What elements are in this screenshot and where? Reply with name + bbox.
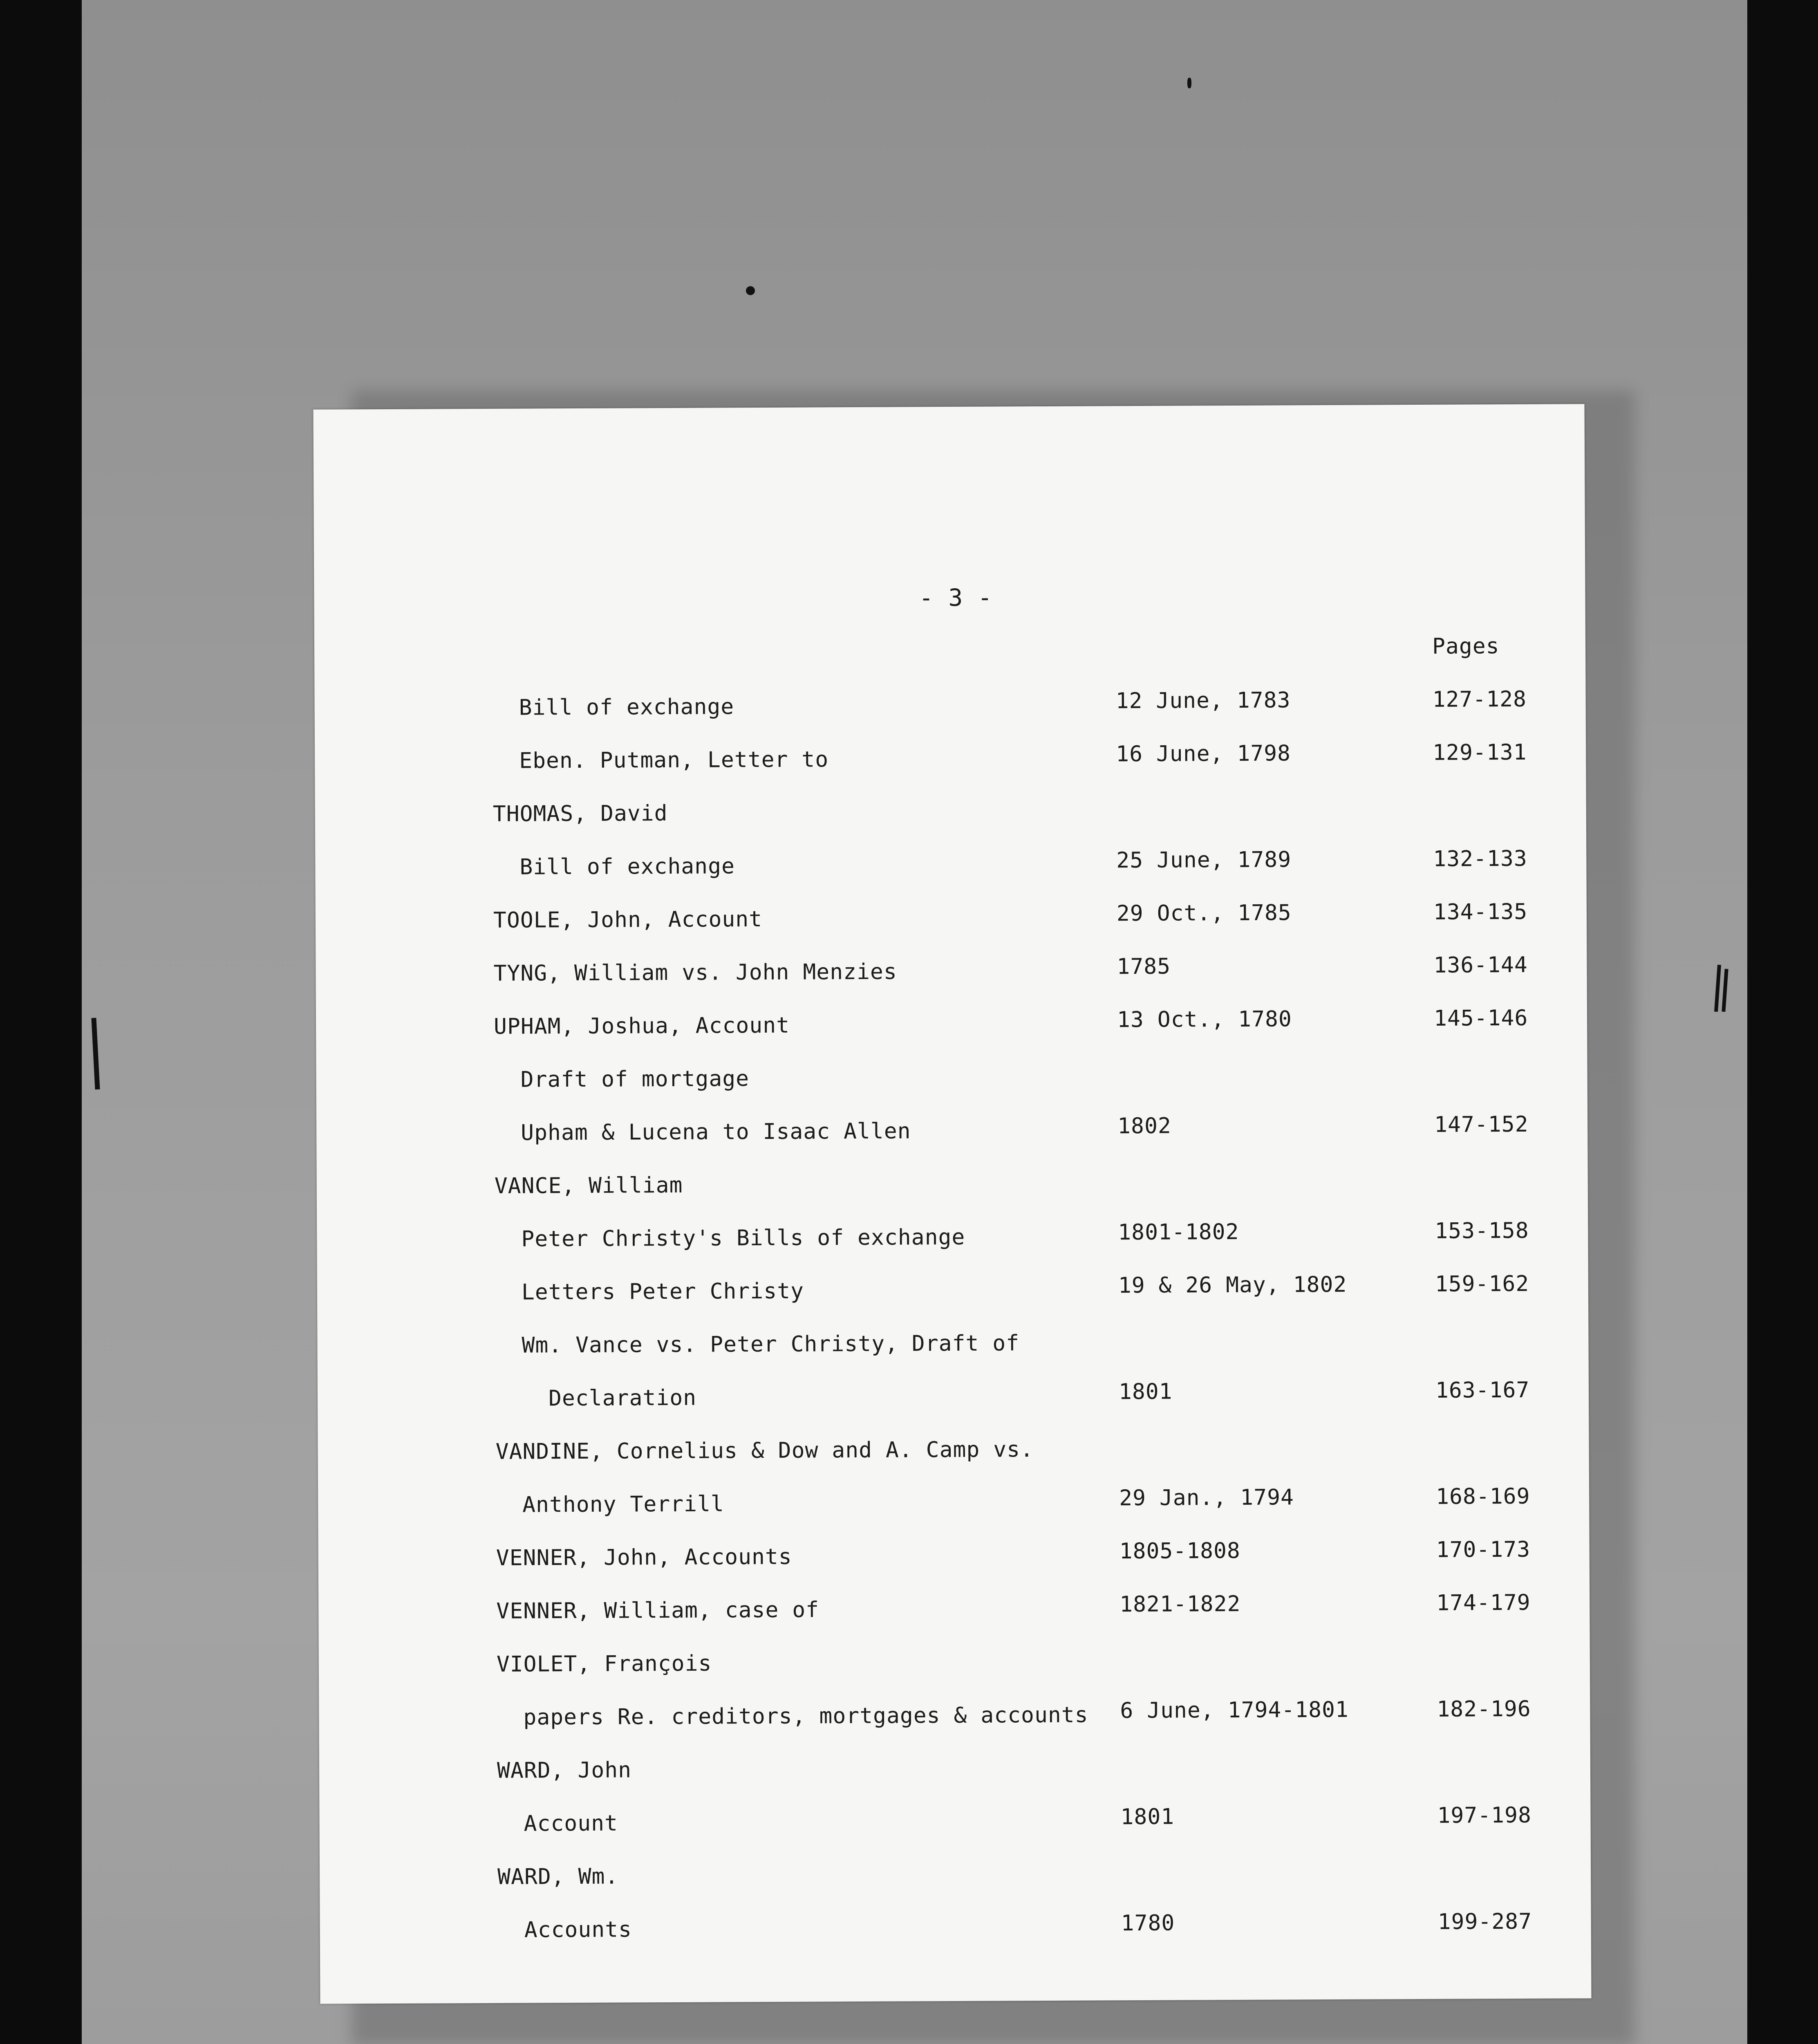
entry-pages: 145-146	[1433, 1005, 1528, 1031]
entry-date: 6 June, 1794-1801	[1120, 1697, 1349, 1724]
entry-text: WARD, John	[497, 1757, 632, 1783]
entry-date: 1780	[1121, 1910, 1175, 1936]
entry-pages: 197-198	[1437, 1802, 1532, 1828]
entry-pages: 182-196	[1437, 1696, 1531, 1722]
entry-pages: 174-179	[1436, 1590, 1531, 1616]
page-number: - 3 -	[919, 583, 993, 612]
entry-pages: 129-131	[1433, 740, 1527, 765]
entry-date: 1785	[1117, 954, 1171, 979]
entry-text: Account	[524, 1811, 618, 1836]
entry-date: 25 June, 1789	[1116, 847, 1292, 873]
entry-text: Bill of exchange	[519, 854, 735, 880]
entry-pages: 132-133	[1433, 846, 1527, 872]
entry-date: 1801	[1118, 1379, 1173, 1405]
entry-text: Accounts	[524, 1917, 632, 1943]
entry-pages: 147-152	[1434, 1112, 1529, 1137]
entry-text: Letters Peter Christy	[521, 1278, 804, 1305]
entry-text: VANDINE, Cornelius & Dow and A. Camp vs.	[495, 1437, 1034, 1464]
entry-text: VENNER, William, case of	[496, 1597, 819, 1624]
entry-date: 1821-1822	[1119, 1591, 1241, 1617]
entry-text: Peter Christy's Bills of exchange	[521, 1224, 965, 1252]
entry-text: Draft of mortgage	[520, 1066, 750, 1092]
entry-date: 12 June, 1783	[1115, 688, 1291, 714]
entry-pages: 127-128	[1432, 686, 1527, 712]
document-page	[313, 404, 1592, 2004]
entry-date: 1801-1802	[1118, 1219, 1239, 1245]
entry-pages: 159-162	[1435, 1271, 1529, 1297]
entry-text: Upham & Lucena to Isaac Allen	[521, 1118, 911, 1145]
entry-text: Anthony Terrill	[522, 1491, 724, 1517]
entry-text: TYNG, William vs. John Menzies	[493, 959, 897, 986]
entry-pages: 153-158	[1435, 1218, 1529, 1244]
film-dust-spot	[1187, 78, 1191, 88]
entry-date: 29 Jan., 1794	[1119, 1485, 1294, 1511]
entry-date: 16 June, 1798	[1116, 741, 1291, 767]
entry-text: Declaration	[548, 1385, 697, 1411]
entry-text: WARD, Wm.	[497, 1864, 619, 1889]
entry-text: VENNER, John, Accounts	[496, 1544, 792, 1571]
entry-date: 19 & 26 May, 1802	[1118, 1272, 1347, 1298]
entry-pages: 134-135	[1433, 899, 1528, 925]
entry-pages: 199-287	[1437, 1909, 1532, 1934]
entry-text: papers Re. creditors, mortgages & accounts	[523, 1702, 1088, 1730]
entry-date: 13 Oct., 1780	[1117, 1006, 1292, 1033]
entry-text: Wm. Vance vs. Peter Christy, Draft of	[522, 1331, 1020, 1358]
entry-pages: 163-167	[1435, 1377, 1530, 1403]
entry-text: VANCE, William	[494, 1172, 683, 1199]
entry-text: TOOLE, John, Account	[493, 907, 763, 933]
entry-text: THOMAS, David	[493, 801, 668, 827]
entry-date: 29 Oct., 1785	[1116, 900, 1292, 926]
entry-text: UPHAM, Joshua, Account	[493, 1013, 790, 1039]
entry-text: Bill of exchange	[519, 694, 734, 720]
entry-text: VIOLET, François	[496, 1651, 712, 1677]
entry-date: 1801	[1120, 1804, 1175, 1830]
entry-pages: 170-173	[1436, 1537, 1531, 1562]
entry-date: 1805-1808	[1119, 1538, 1241, 1564]
film-dust-spot	[746, 286, 755, 295]
entry-pages: 168-169	[1436, 1484, 1530, 1509]
pages-column-header: Pages	[1432, 634, 1500, 659]
entry-pages: 136-144	[1433, 952, 1528, 978]
entry-text: Eben. Putman, Letter to	[519, 747, 829, 773]
entry-date: 1802	[1117, 1113, 1171, 1139]
